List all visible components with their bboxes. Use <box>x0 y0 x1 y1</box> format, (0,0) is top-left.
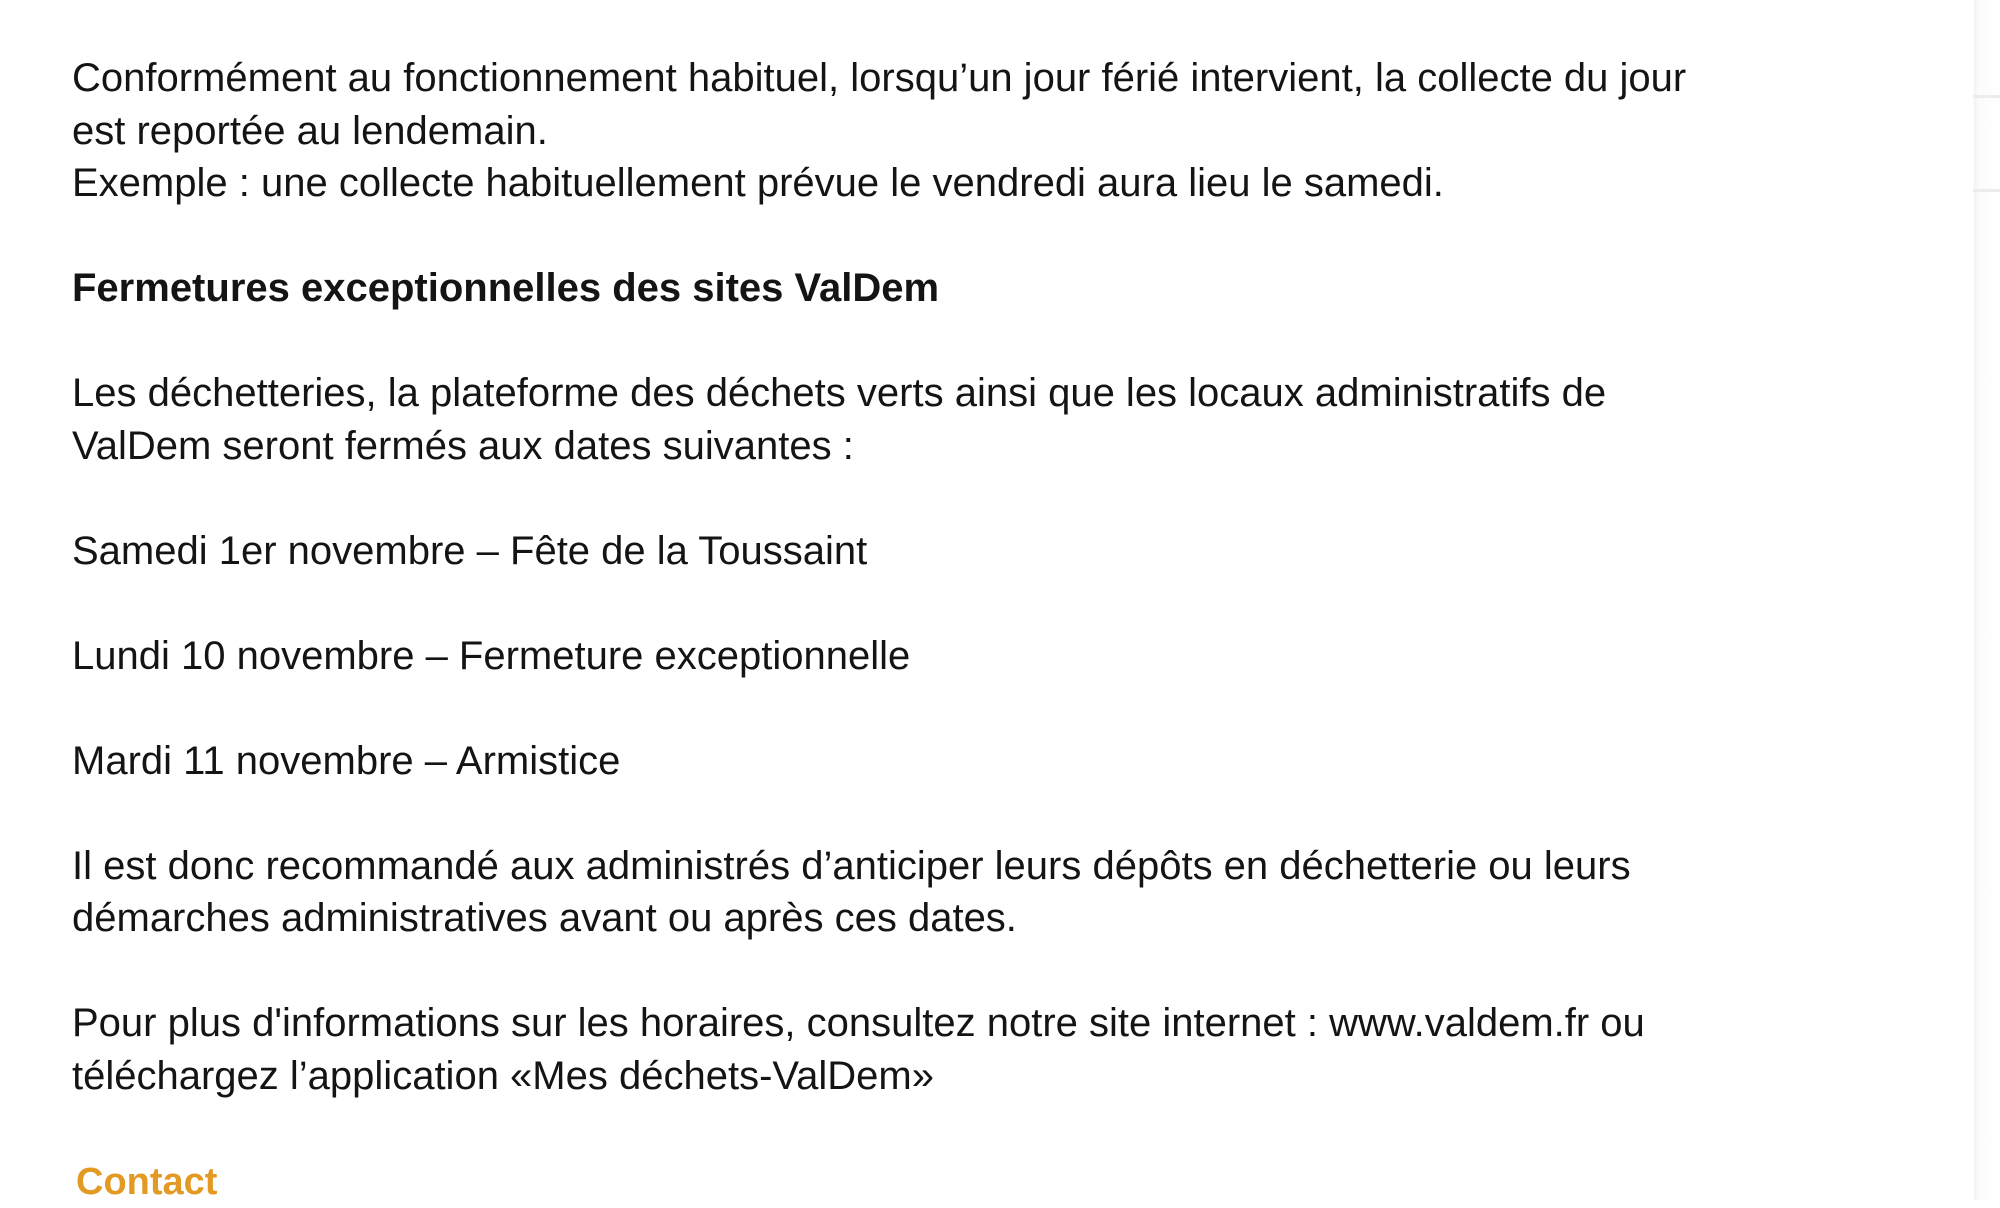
closure-date-item: Mardi 11 novembre – Armistice <box>72 738 621 783</box>
paragraph-line: Les déchetteries, la plateforme des déchets verts ainsi que les locaux administratifs de <box>72 371 1607 415</box>
closures-heading: Fermetures exceptionnelles des sites ValDem <box>72 266 940 310</box>
scan-edge-mark <box>1973 95 2000 98</box>
paragraph-line: téléchargez l’application «Mes déchets-ValDem» <box>72 1053 934 1098</box>
paragraph-line: Conformément au fonctionnement habituel, lorsqu’un jour férié intervient, la collecte du jour <box>72 56 1687 100</box>
holiday-collection-paragraph <box>72 52 1912 210</box>
document-body <box>72 52 1912 1102</box>
contact-heading: Contact <box>76 1161 218 1203</box>
closures-description <box>72 367 1912 472</box>
paragraph-line: Il est donc recommandé aux administrés d’anticiper leurs dépôts en déchetterie ou leurs <box>72 843 1631 888</box>
more-info-paragraph <box>72 997 1912 1102</box>
scan-page-edge <box>1973 0 2000 1200</box>
scan-edge-mark <box>1973 189 2000 192</box>
paragraph-line: est reportée au lendemain. <box>72 108 548 153</box>
recommendation-paragraph <box>72 840 1912 945</box>
paragraph-line: ValDem seront fermés aux dates suivantes : <box>72 423 854 468</box>
paragraph-line: Pour plus d'informations sur les horaires, consultez notre site internet : www.valdem.fr ou <box>72 1001 1645 1045</box>
example-line: Exemple : une collecte habituellement prévue le vendredi aura lieu le samedi. <box>72 161 1444 205</box>
closure-date-item: Lundi 10 novembre – Fermeture exceptionnelle <box>72 633 911 678</box>
paragraph-line: démarches administratives avant ou après ces dates. <box>72 896 1017 940</box>
closure-date-item: Samedi 1er novembre – Fête de la Toussaint <box>72 528 868 573</box>
